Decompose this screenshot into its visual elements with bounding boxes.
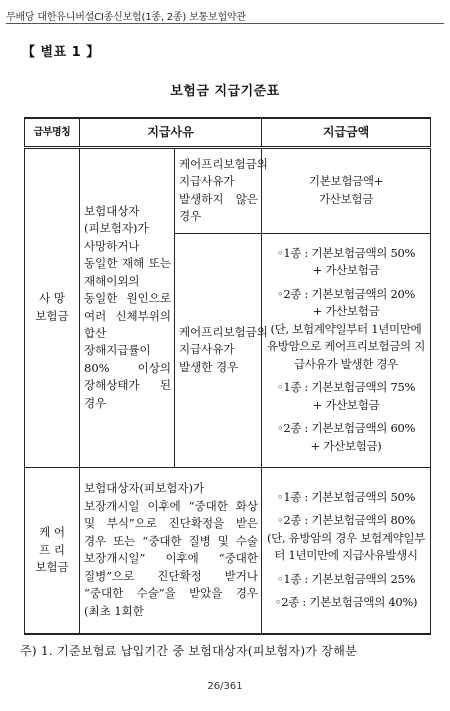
amount-line: (단, 보험계약일부터 1년미만에 유방암으로 케어프리보험금의 지급사유가 발생한 경우 [266,321,426,371]
death-sub1-amount [262,147,431,233]
carefree-benefit-reason: 보험대상자(피보험자)가 보장개시일 이후에 “중대한 화상 및 부식”으로 진단확정을 받은 경우 또는 “중대한 질병 및 수술 보장개시일” 이후에 “중대한 질병”으로 진단확정 받거나 “중대한 수술”을 받았을 경우 (최초 1회한 [80,467,262,634]
amount-line: + 가산보험금) [310,438,382,453]
amount-line: 기본보험금액+ [308,174,384,189]
death-benefit-reason: 보험대상자(피보험자)가 사망하거나 동일한 재해 또는 재해이외의 동일한 원인으로 여러 신체부위의 합산 장해지급률이 80% 이상의 장해상태가 된 경우 [80,147,175,467]
document-header [6,8,444,24]
page-number: 26/361 [207,681,243,692]
amount-line: ◦2종 : 기본보험금액의 20% [276,286,416,301]
death-type-line: 사 망 [39,291,65,306]
carefree-type-line: 보험금 [35,559,69,574]
table-header-row [25,118,431,147]
appendix-label: 【 별표 1 】 [22,45,100,60]
amount-line: ◦2종 : 기본보험금액의 80% [276,513,416,528]
amount-line: ◦1종 : 기본보험금액의 25% [276,571,416,586]
table-row [25,467,431,634]
death-benefit-type [25,147,80,467]
header-payment-reason: 지급사유 [80,118,262,147]
amount-line: ◦2종 : 기본보험금액의 40%) [274,595,418,610]
amount-line: (단, 유방암의 경우 보험계약일부터 1년미만에 지급사유발생시 [266,530,426,563]
amount-line: ◦1종 : 기본보험금액의 50% [276,489,416,504]
death-sub2-amount [262,233,431,467]
carefree-type-line: 케 어 [39,525,65,540]
amount-line: ◦2종 : 기본보험금액의 60% [276,421,416,436]
document-header-text: 무배당 대한유니버셜CI종신보험(1종, 2종) 보통보험약관 [6,12,246,23]
amount-line: ◦1종 : 기본보험금액의 75% [276,380,416,395]
header-benefit-type: 급부명칭 [25,118,80,147]
footnote: 주) 1. 기준보험료 납입기간 중 보험대상자(피보험자)가 장해분 [20,644,358,658]
amount-line: + 가산보험금 [312,263,380,278]
page-title: 보험금 지급기준표 [170,84,280,99]
amount-line: + 가산보험금 [312,397,380,412]
carefree-benefit-type [25,467,80,634]
header-payment-amount: 지급금액 [262,118,431,147]
carefree-type-line: 프 리 [39,542,65,557]
death-sub1-reason: 케어프리보험금의 지급사유가 발생하지 않은 경우 [175,147,262,233]
benefit-table [24,117,431,635]
amount-line: ◦1종 : 기본보험금액의 50% [276,245,416,260]
amount-line: + 가산보험금 [312,304,380,319]
amount-line: 가산보험금 [318,191,374,206]
death-sub2-reason: 케어프리보험금의 지급사유가 발생한 경우 [175,233,262,467]
death-type-line: 보험금 [35,308,69,323]
carefree-benefit-amount [262,467,431,634]
table-row [25,147,431,233]
